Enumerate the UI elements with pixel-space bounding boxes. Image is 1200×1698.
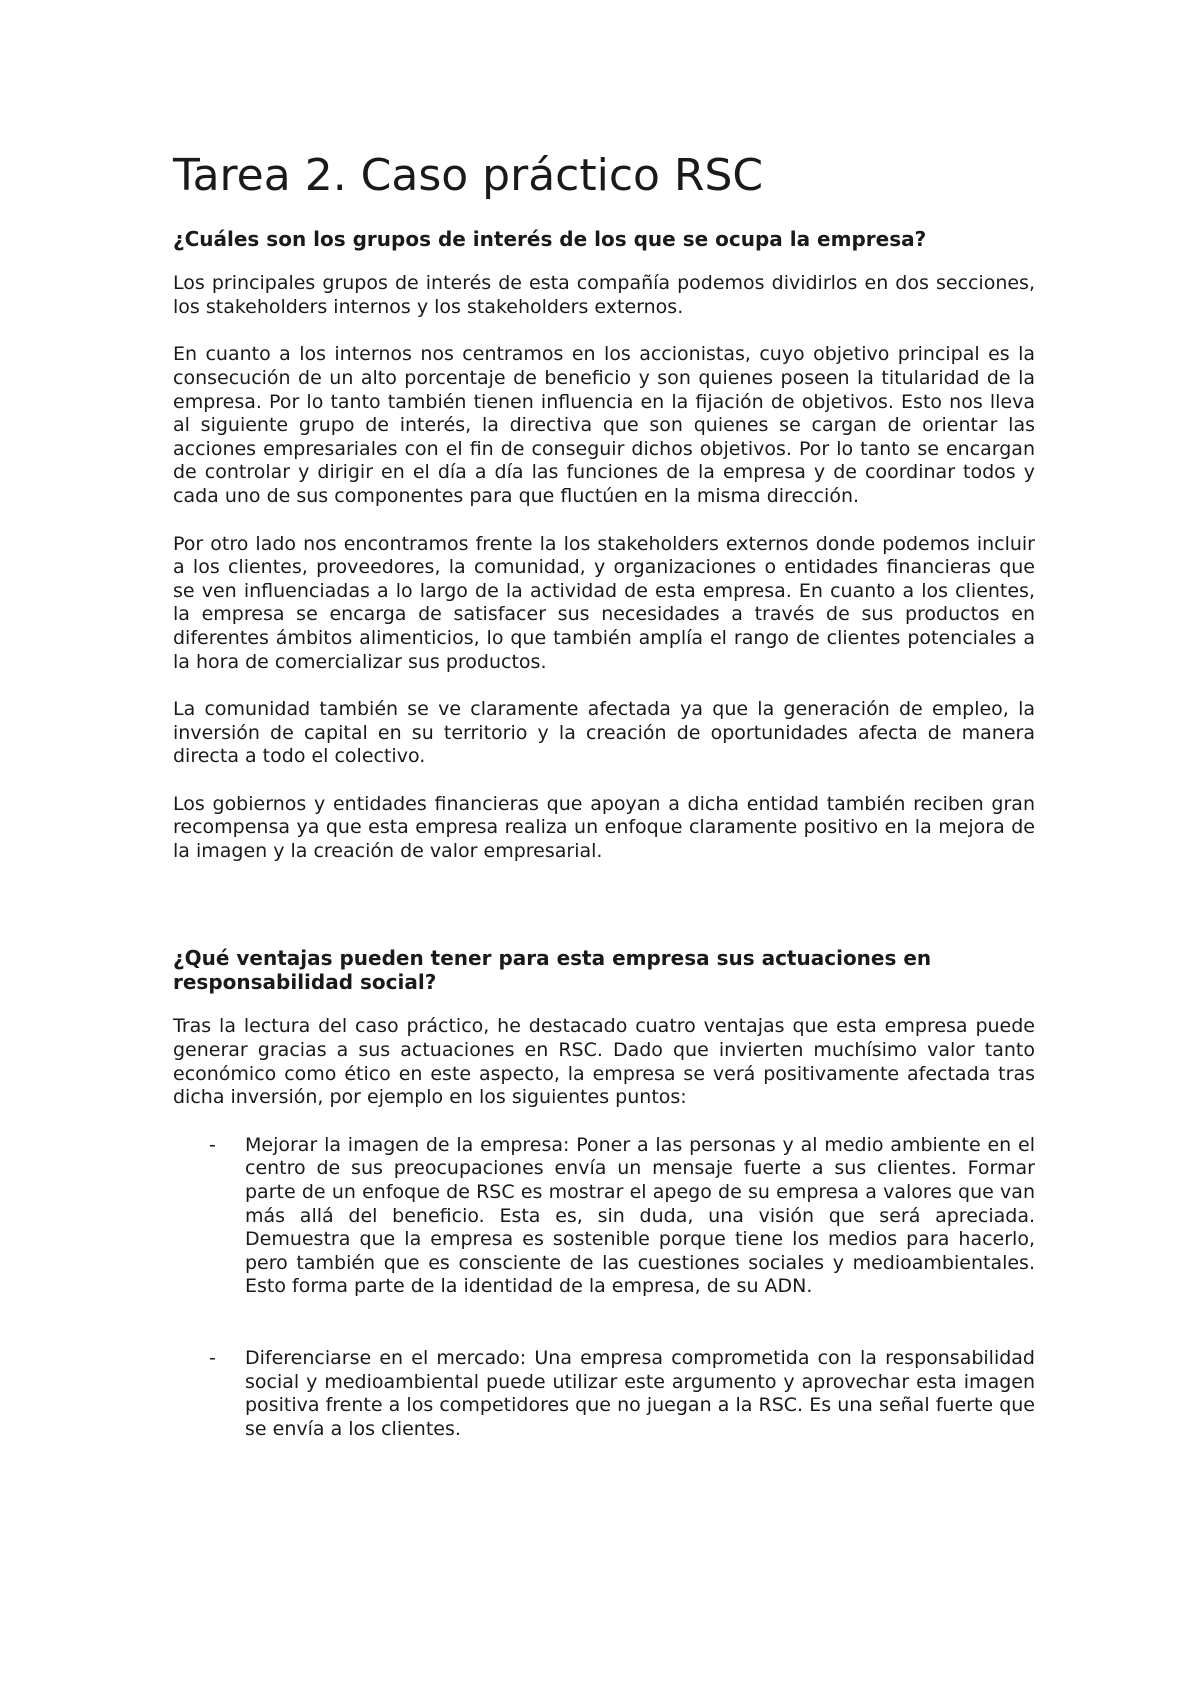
- list-item: [173, 1347, 1035, 1441]
- document-page: [173, 150, 1035, 1441]
- document-title: Tarea 2. Caso práctico RSC: [173, 150, 764, 201]
- list-item-text: Mejorar la imagen de la empresa: Poner a las personas y al medio ambiente en el centro de sus preocupaciones envía un mensaje fuerte a sus clientes. Formar parte de un enfoque de RSC es mostrar el apego de su empresa a valores que van más allá del beneficio. Esta es, sin duda, una visión que será apreciada. Demuestra que la empresa es sostenible porque tiene los medios para hacerlo, pero también que es consciente de las cuestiones sociales y medioambientales. Esto forma parte de la identidad de la empresa, de su ADN.: [245, 1133, 1035, 1298]
- section-1-paragraph-1: Los principales grupos de interés de esta compañía podemos dividirlos en dos secciones, los stakeholders internos y los stakeholders externos.: [173, 272, 1035, 318]
- list-item: [173, 1134, 1035, 1299]
- advantages-list: [173, 1134, 1035, 1442]
- bullet-dash: -: [209, 1133, 216, 1156]
- section-1-paragraph-3: Por otro lado nos encontramos frente la los stakeholders externos donde podemos incluir a los clientes, proveedores, la comunidad, y organizaciones o entidades financieras que se ven influenciadas a lo largo de la actividad de esta empresa. En cuanto a los clientes, la empresa se encarga de satisfacer sus necesidades a través de sus productos en diferentes ámbitos alimenticios, lo que también amplía el rango de clientes potenciales a la hora de comercializar sus productos.: [173, 532, 1035, 673]
- section-2-question: ¿Qué ventajas pueden tener para esta empresa sus actuaciones en responsabilidad social?: [173, 945, 932, 995]
- bullet-dash: -: [209, 1346, 216, 1369]
- section-1-paragraph-2: En cuanto a los internos nos centramos en los accionistas, cuyo objetivo principal es la consecución de un alto porcentaje de beneficio y son quienes poseen la titularidad de la empresa. Por lo tanto también tienen influencia en la fijación de objetivos. Esto nos lleva al siguiente grupo de interés, la directiva que son quienes se cargan de orientar las acciones empresariales con el fin de conseguir dichos objetivos. Por lo tanto se encargan de controlar y dirigir en el día a día las funciones de la empresa y de coordinar todos y cada uno de sus componentes para que fluctúen en la misma dirección.: [173, 343, 1035, 507]
- list-item-text: Diferenciarse en el mercado: Una empresa comprometida con la responsabilidad social y medioambiental puede utilizar este argumento y aprovechar esta imagen positiva frente a los competidores que no juegan a la RSC. Es una señal fuerte que se envía a los clientes.: [245, 1346, 1035, 1440]
- section-2-intro: Tras la lectura del caso práctico, he destacado cuatro ventajas que esta empresa puede generar gracias a sus actuaciones en RSC. Dado que invierten muchísimo valor tanto económico como ético en este aspecto, la empresa se verá positivamente afectada tras dicha inversión, por ejemplo en los siguientes puntos:: [173, 1015, 1035, 1109]
- section-1-question: ¿Cuáles son los grupos de interés de los que se ocupa la empresa?: [173, 226, 927, 251]
- section-1-paragraph-5: Los gobiernos y entidades financieras que apoyan a dicha entidad también reciben gran recompensa ya que esta empresa realiza un enfoque claramente positivo en la mejora de la imagen y la creación de valor empresarial.: [173, 792, 1035, 863]
- section-1-paragraph-4: La comunidad también se ve claramente afectada ya que la generación de empleo, la inversión de capital en su territorio y la creación de oportunidades afecta de manera directa a todo el colectivo.: [173, 698, 1035, 768]
